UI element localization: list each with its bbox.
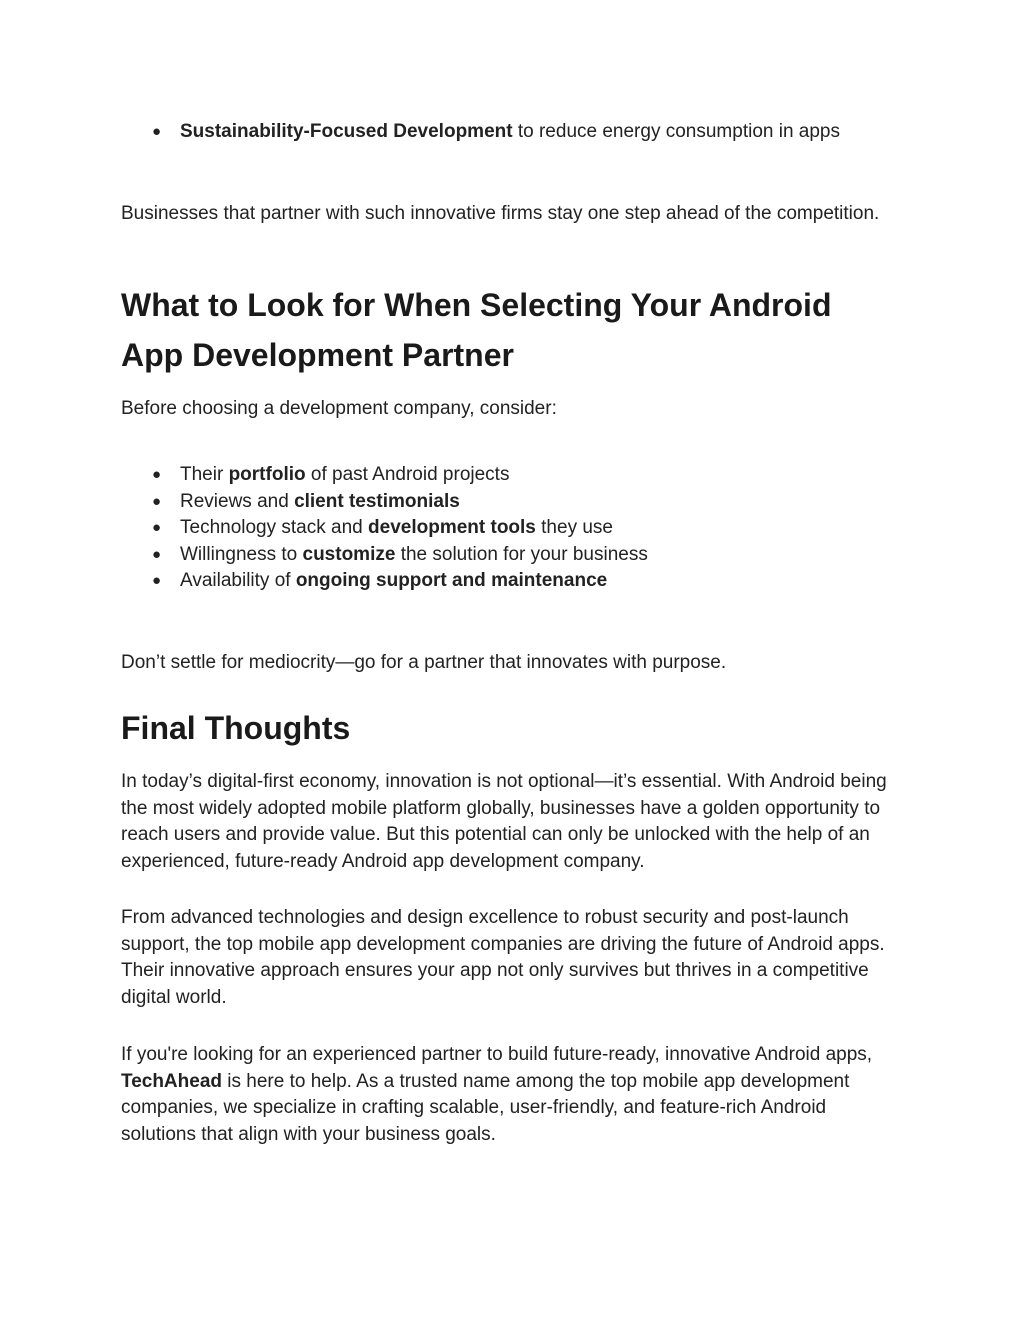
bullet-icon: ● [152, 572, 162, 589]
bullet-icon: ● [152, 519, 162, 536]
list-item-bold: Sustainability-Focused Development [180, 121, 513, 142]
list-item [121, 515, 901, 542]
paragraph-final-2: From advanced technologies and design excellence to robust security and post-launch support, the top mobile app development companies are driving the future of Android apps. Their innovative approach ensures your app not only survives but thrives in a competitive digital world. [121, 907, 885, 1008]
list-item-bold: portfolio [228, 464, 306, 485]
paragraph-final-3 [121, 1042, 901, 1148]
list-item [121, 542, 901, 569]
list-item-text: they use [535, 517, 613, 538]
list-item [121, 119, 901, 146]
brand-name: TechAhead [121, 1070, 223, 1092]
paragraph-dont-settle: Don’t settle for mediocrity—go for a partner that innovates with purpose. [121, 652, 727, 673]
bullet-icon: ● [152, 123, 162, 140]
list-item-bold: development tools [368, 517, 536, 538]
list-item-text: Technology stack and [180, 517, 369, 538]
bullet-icon: ● [152, 545, 162, 563]
bullet-icon: ● [152, 492, 162, 510]
bullet-icon: ● [152, 466, 162, 483]
paragraph-text: If you're looking for an experienced partner to build future-ready, innovative Android apps, [121, 1044, 873, 1065]
paragraph-businesses: Businesses that partner with such innovative firms stay one step ahead of the competition. [121, 203, 880, 224]
heading-selecting-partner: What to Look for When Selecting Your Android App Development Partner [121, 287, 832, 373]
list-item [121, 462, 901, 489]
list-item-text: to reduce energy consumption in apps [512, 121, 841, 142]
list-item-text: Willingness to [180, 543, 303, 565]
list-item-text: Reviews and [180, 490, 295, 512]
list-item-bold: client testimonials [294, 490, 460, 512]
paragraph-text: is here to help. As a trusted name among the top mobile app development companies, we specialize in crafting scalable, user-friendly, and feature-rich Android solutions that align with your business goals. [121, 1070, 850, 1145]
list-item-text: Availability of [180, 570, 296, 591]
consider-list [121, 462, 901, 595]
list-item-bold: customize [302, 543, 396, 565]
list-item [121, 568, 901, 595]
sustainability-list [121, 119, 901, 146]
heading-final-thoughts: Final Thoughts [121, 710, 351, 746]
list-item-text: the solution for your business [395, 543, 648, 565]
list-item [121, 489, 901, 516]
list-item-text: of past Android projects [305, 464, 510, 485]
list-item-bold: ongoing support and maintenance [295, 570, 608, 591]
paragraph-before-choosing: Before choosing a development company, consider: [121, 398, 557, 419]
paragraph-final-1: In today’s digital-first economy, innovation is not optional—it’s essential. With Android being the most widely adopted mobile platform globally, businesses have a golden opportunity to reach users and provide value. But this potential can only be unlocked with the help of an experienced, future-ready Android app development company. [121, 771, 887, 872]
list-item-text: Their [180, 464, 229, 485]
